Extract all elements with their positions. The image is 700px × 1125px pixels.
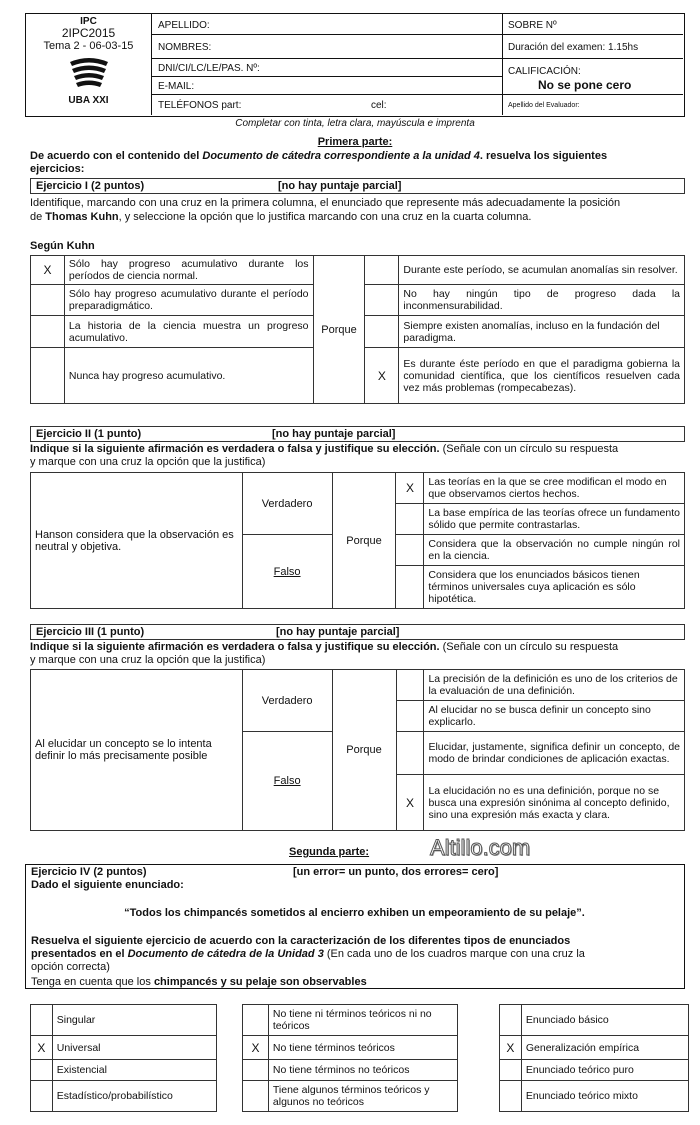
t3-text-3: Enunciado teórico mixto [521,1081,688,1112]
t1-mark-0[interactable] [31,1005,53,1036]
ej4-title: Ejercicio IV (2 puntos) [31,866,147,878]
t2-mark-3[interactable] [243,1081,269,1112]
ej3-falso[interactable]: Falso [242,732,332,831]
ej1-left-text-1: Sólo hay progreso acumulativo durante el período preparadigmático. [64,285,313,316]
tema-label: Tema 2 - 06-03-15 [43,40,134,52]
ej3-mark-0[interactable] [396,670,424,701]
ej1-right-mark-2[interactable] [365,316,399,348]
parte1-intro: De acuerdo con el contenido del Documento de cátedra correspondiente a la unidad 4. resuelva los siguientes ejercicios: [30,150,608,175]
t2-mark-2[interactable] [243,1060,269,1081]
t2-text-3: Tiene algunos términos teóricos y algunos no teóricos [268,1081,457,1112]
ej4-resuelva: Resuelva el siguiente ejercicio de acuerdo con la caracterización de los diferentes tipos de enunciados presentados en el Documento de cátedra de la Unidad 3 (En cada uno de los cuadros marque con una cruz la opción correcta) [31,935,585,973]
instrucciones: Completar con tinta, letra clara, mayúscula e imprenta [235,118,475,129]
ej4-table-2 [242,1004,458,1112]
ej2-table [30,472,685,609]
ej3-option-0: La precisión de la definición es uno de los criterios de la evaluación de una definición. [424,670,685,701]
t1-text-3: Estadístico/probabilístico [52,1081,216,1112]
ej2-verdadero[interactable]: Verdadero [242,473,332,535]
t3-mark-2[interactable] [500,1060,522,1081]
ej2-mark-1[interactable] [396,504,424,535]
t2-text-2: No tiene términos no teóricos [268,1060,457,1081]
ej4-tenga: Tenga en cuenta que los chimpancés y su pelaje son observables [31,976,367,988]
duracion-label: Duración del examen: 1.15hs [508,42,639,53]
ej3-porque: Porque [332,670,396,831]
logo-text: UBA XXI [68,95,109,106]
ej2-falso[interactable]: Falso [242,535,332,609]
exam-header [25,13,685,117]
ej3-consigna: Indique si la siguiente afirmación es verdadera o falsa y justifique su elección. (Señale con un círculo su respuesta y marque con una cruz la opción que la justifica) [30,641,619,666]
logo-box [26,14,152,115]
calificacion-value: No se pone cero [538,78,632,92]
ej2-option-0: Las teorías en la que se cree modifican el modo en que observamos ciertos hechos. [424,473,685,504]
t2-mark-0[interactable] [243,1005,269,1036]
t3-text-1: Generalización empírica [521,1036,688,1060]
t3-mark-0[interactable] [500,1005,522,1036]
ej2-porque: Porque [332,473,396,609]
ej1-left-text-3: Nunca hay progreso acumulativo. [64,348,313,404]
email-field[interactable]: E-MAIL: [158,81,195,92]
ej1-right-text-3: Es durante éste período en que el paradigma gobierna la comunidad científica, que los científicos resuelven cada vez más problemas (rompecabezas). [399,348,685,404]
ej2-title-box [30,426,685,442]
sobre-field: SOBRE Nº [508,20,557,31]
ej1-title-box [30,178,685,194]
cel-field[interactable]: cel: [371,100,387,111]
ej1-left-mark-1[interactable] [31,285,65,316]
watermark: Altillo.com [430,835,531,860]
evaluador-field: Apellido del Evaluador: [508,102,580,109]
ej1-table [30,255,685,404]
t2-mark-1[interactable]: X [243,1036,269,1060]
ej1-right-mark-0[interactable] [365,256,399,285]
ej1-right-mark-1[interactable] [365,285,399,316]
ej4-table-1 [30,1004,217,1112]
t3-mark-1[interactable]: X [500,1036,522,1060]
t2-text-0: No tiene ni términos teóricos ni no teóricos [268,1005,457,1036]
ej3-option-3: La elucidación no es una definición, porque no se busca una expresión sinónima al concepto definido, sino una expresión más exacta y clara. [424,775,685,831]
ej3-parcial: [no hay puntaje parcial] [276,626,400,638]
ej2-parcial: [no hay puntaje parcial] [272,428,396,440]
ej2-consigna: Indique si la siguiente afirmación es verdadera o falsa y justifique su elección. (Señale con un círculo su respuesta y marque con una cruz la opción que la justifica) [30,443,619,468]
ej2-mark-2[interactable] [396,535,424,566]
ej1-left-mark-2[interactable] [31,316,65,348]
nombres-field[interactable]: NOMBRES: [158,42,212,53]
telefonos-field[interactable]: TELÉFONOS part: [158,100,242,111]
t1-text-0: Singular [52,1005,216,1036]
t1-text-1: Universal [52,1036,216,1060]
t1-mark-3[interactable] [31,1081,53,1112]
t3-text-2: Enunciado teórico puro [521,1060,688,1081]
apellido-field[interactable]: APELLIDO: [158,20,210,31]
t1-text-2: Existencial [52,1060,216,1081]
ej3-table [30,669,685,831]
ej3-mark-3[interactable]: X [396,775,424,831]
parte1-title: Primera parte: [317,136,393,148]
uba-logo-icon [66,56,112,92]
ej1-right-text-1: No hay ningún tipo de progreso dada la inconmensurabilidad. [399,285,685,316]
dni-field[interactable]: DNI/CI/LC/LE/PAS. Nº: [158,63,260,74]
ej4-quote: “Todos los chimpancés sometidos al encierro exhiben un empeoramiento de su pelaje”. [124,907,585,919]
t3-text-0: Enunciado básico [521,1005,688,1036]
ej2-option-2: Considera que la observación no cumple ningún rol en la ciencia. [424,535,685,566]
ej3-statement: Al elucidar un concepto se lo intenta definir lo más precisamente posible [31,670,243,831]
ej1-right-text-0: Durante este período, se acumulan anomalías sin resolver. [399,256,685,285]
ej1-left-text-0: Sólo hay progreso acumulativo durante los períodos de ciencia normal. [64,256,313,285]
ej3-option-1: Al elucidar no se busca definir un concepto sino explicarlo. [424,701,685,732]
ej3-mark-2[interactable] [396,732,424,775]
ej4-box [25,864,685,989]
ej3-title: Ejercicio III (1 punto) [36,626,145,638]
ej2-mark-3[interactable] [396,566,424,609]
segun-kuhn: Según Kuhn [30,240,95,252]
ej1-parcial: [no hay puntaje parcial] [278,180,402,192]
ej1-porque: Porque [313,256,365,404]
ej3-mark-1[interactable] [396,701,424,732]
ej1-left-mark-3[interactable] [31,348,65,404]
ej1-right-mark-3[interactable]: X [365,348,399,404]
t1-mark-1[interactable]: X [31,1036,53,1060]
t3-mark-3[interactable] [500,1081,522,1112]
calificacion-label: CALIFICACIÓN: [508,66,581,77]
ej2-option-3: Considera que los enunciados básicos tienen términos universales cuya aplicación es sólo hipotética. [424,566,685,609]
ej3-verdadero[interactable]: Verdadero [242,670,332,732]
ej1-right-text-2: Siempre existen anomalías, incluso en la fundación del paradigma. [399,316,685,348]
ej1-consigna: Identifique, marcando con una cruz en la primera columna, el enunciado que represente más adecuadamente la posición de Thomas Kuhn, y seleccione la opción que lo justifica marcando con una cruz en la cuarta columna. [30,197,621,223]
ej3-title-box [30,624,685,640]
t2-text-1: No tiene términos teóricos [268,1036,457,1060]
ej2-option-1: La base empírica de las teorías ofrece un fundamento sólido que permite contrastarlas. [424,504,685,535]
ipc-label: IPC [80,16,97,27]
exam-code: 2IPC2015 [61,26,116,40]
ej1-left-text-2: La historia de la ciencia muestra un progreso acumulativo. [64,316,313,348]
ej3-option-2: Elucidar, justamente, significa definir un concepto, de modo de brindar condiciones de aplicación exactas. [424,732,685,775]
ej2-statement: Hanson considera que la observación es neutral y objetiva. [31,473,243,609]
ej1-left-mark-0[interactable]: X [31,256,65,285]
ej4-table-3 [499,1004,689,1112]
ej4-parcial: [un error= un punto, dos errores= cero] [293,866,499,878]
ej1-title: Ejercicio I (2 puntos) [36,180,145,192]
ej2-title: Ejercicio II (1 punto) [36,428,142,440]
ej2-mark-0[interactable]: X [396,473,424,504]
ej4-dado: Dado el siguiente enunciado: [31,879,184,891]
t1-mark-2[interactable] [31,1060,53,1081]
parte2-title: Segunda parte: [289,846,370,858]
